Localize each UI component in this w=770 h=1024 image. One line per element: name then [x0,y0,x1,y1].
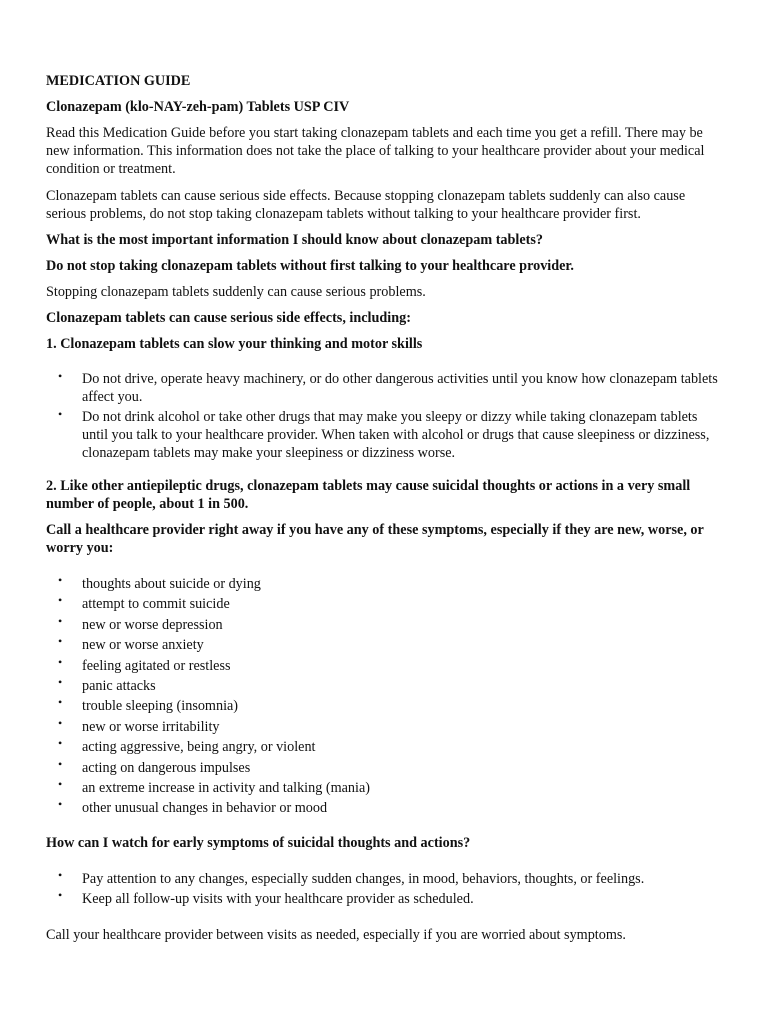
bullet-icon: • [58,613,63,628]
list-item [46,676,726,696]
bullet-icon: • [58,407,63,421]
watch-bullet-list [46,869,726,910]
do-not-stop-statement: Do not stop taking clonazepam tablets without first talking to your healthcare provider. [46,258,574,274]
medication-guide-page [46,72,726,944]
list-item [46,717,726,737]
list-item-text: trouble sleeping (insomnia) [82,698,239,715]
intro-paragraph: Read this Medication Guide before you start taking clonazepam tablets and each time you get a refill. There may be new information. This information does not take the place of talking to your healthcare provider about your medical condition or treatment. [46,125,705,177]
list-item [46,574,726,594]
bullet-icon: • [58,369,63,383]
closing-paragraph: Call your healthcare provider between visits as needed, especially if you are worried about symptoms. [46,926,626,943]
list-item [46,408,726,462]
list-item-text: Do not drink alcohol or take other drugs that may make you sleepy or dizzy while taking clonazepam tablets until you talk to your healthcare provider. When taken with alcohol or drugs that cause sleepiness or dizziness, clonazepam tablets may make your sleepiness or dizziness worse. [82,409,710,461]
list-item-text: Keep all follow-up visits with your healthcare provider as scheduled. [82,891,474,908]
bullet-icon: • [58,654,63,669]
list-item [46,778,726,798]
stopping-problems-statement: Stopping clonazepam tablets suddenly can cause serious problems. [46,284,426,300]
list-item [46,635,726,655]
list-item [46,696,726,716]
list-item-text: panic attacks [82,678,156,695]
side-effects-heading: Clonazepam tablets can cause serious side effects, including: [46,310,411,326]
list-item [46,758,726,778]
watch-symptoms-heading: How can I watch for early symptoms of suicidal thoughts and actions? [46,834,471,851]
drug-name-heading: Clonazepam (klo-NAY-zeh-pam) Tablets USP CIV [46,99,350,115]
bullet-icon: • [58,695,63,710]
bullet-icon: • [58,593,63,608]
list-item [46,889,726,909]
item1-heading: 1. Clonazepam tablets can slow your thinking and motor skills [46,336,423,352]
bullet-icon: • [58,867,63,882]
bullet-icon: • [58,715,63,730]
important-info-question: What is the most important information I should know about clonazepam tablets? [46,232,543,248]
warning-paragraph: Clonazepam tablets can cause serious side effects. Because stopping clonazepam tablets suddenly can also cause serious problems, do not stop taking clonazepam tablets without talking to your healthcare provider first. [46,188,686,222]
list-item [46,869,726,889]
item2-heading: 2. Like other antiepileptic drugs, clonazepam tablets may cause suicidal thoughts or actions in a very small number of people, about 1 in 500. [46,478,691,512]
bullet-icon: • [58,736,63,751]
list-item-text: Pay attention to any changes, especially sudden changes, in mood, behaviors, thoughts, or feelings. [82,870,645,887]
list-item-text: thoughts about suicide or dying [82,576,261,592]
list-item-text: an extreme increase in activity and talking (mania) [82,780,370,797]
list-item [46,370,726,406]
bullet-icon: • [58,573,63,587]
list-item-text: new or worse irritability [82,718,220,735]
document-title: MEDICATION GUIDE [46,73,191,89]
list-item-text: feeling agitated or restless [82,657,231,674]
bullet-icon: • [58,797,63,812]
list-item [46,615,726,635]
item1-bullet-list [46,370,726,462]
call-provider-heading: Call a healthcare provider right away if you have any of these symptoms, especially if they are new, worse, or worry you: [46,522,704,556]
bullet-icon: • [58,634,63,649]
bullet-icon: • [58,888,63,903]
list-item [46,737,726,757]
bullet-icon: • [58,675,63,690]
symptoms-list [46,574,726,819]
list-item-text: new or worse depression [82,616,223,633]
list-item-text: other unusual changes in behavior or mood [82,800,328,817]
bullet-icon: • [58,777,63,792]
list-item [46,798,726,818]
list-item-text: new or worse anxiety [82,637,204,654]
list-item-text: Do not drive, operate heavy machinery, or do other dangerous activities until you know how clonazepam tablets affect you. [82,371,718,405]
bullet-icon: • [58,756,63,771]
list-item-text: acting aggressive, being angry, or violent [82,739,316,756]
list-item [46,656,726,676]
list-item [46,594,726,614]
list-item-text: acting on dangerous impulses [82,759,251,776]
list-item-text: attempt to commit suicide [82,596,230,613]
